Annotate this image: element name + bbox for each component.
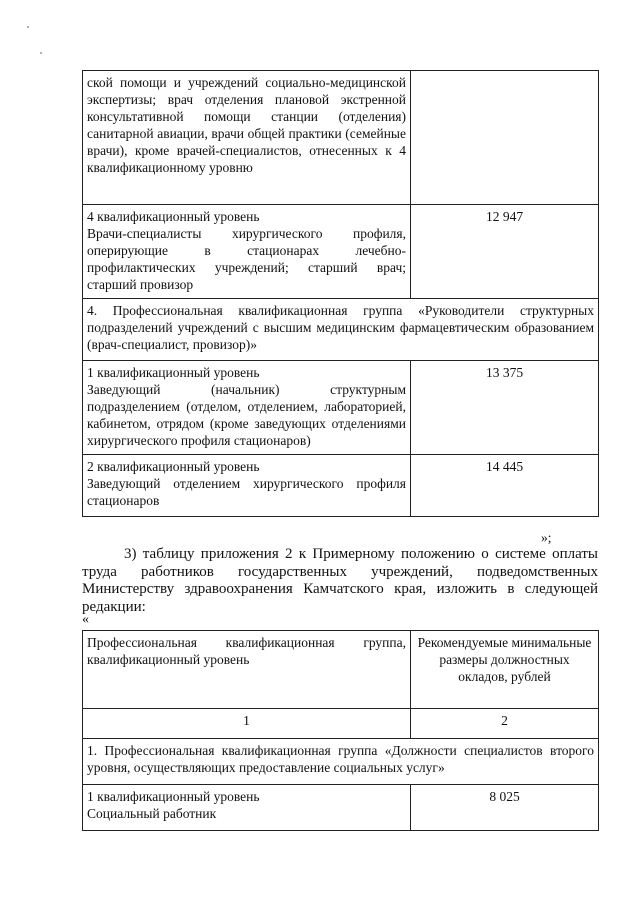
column-number: 1 — [83, 709, 411, 739]
column-header-salary: Рекомендуемые минимальные размеры должностных окладов, рублей — [411, 631, 599, 709]
scan-speck — [40, 52, 42, 54]
salary-table-continued — [82, 70, 599, 517]
position-cell: 1 квалификационный уровень Социальный работник — [83, 785, 411, 831]
table-row — [83, 785, 599, 831]
salary-cell — [411, 71, 599, 205]
table-row — [83, 71, 599, 205]
salary-cell: 12 947 — [411, 205, 599, 299]
closing-quote: »; — [541, 530, 552, 545]
table-row — [83, 299, 599, 361]
column-header-group: Профессиональная квалификационная группа, квалификационный уровень — [83, 631, 411, 709]
scan-speck — [27, 26, 29, 28]
group-heading-cell: 4. Профессиональная квалификационная группа «Руководители структурных подразделений учреждений с высшим медицинским фармацевтическим образованием (врач-специалист, провизор)» — [83, 299, 599, 361]
position-cell: 1 квалификационный уровень Заведующий (начальник) структурным подразделением (отделом, отделением, лабораторией, кабинетом, отрядом (кроме заведующих отделениями хирургического профиля стационаров) — [83, 361, 411, 455]
amendment-paragraph: 3) таблицу приложения 2 к Примерному положению о системе оплаты труда работников государственных учреждений, подведомственных Министерству здравоохранения Камчатского края, изложить в следующей редакции: — [82, 546, 598, 615]
salary-table-appendix-2 — [82, 630, 599, 831]
column-number-row — [83, 709, 599, 739]
position-cell: 4 квалификационный уровень Врачи-специалисты хирургического профиля, оперирующие в стационарах лечебно-профилактических учреждений; старший врач; старший провизор — [83, 205, 411, 299]
group-heading-cell: 1. Профессиональная квалификационная группа «Должности специалистов второго уровня, осуществляющих предоставление социальных услуг» — [83, 739, 599, 785]
salary-cell: 13 375 — [411, 361, 599, 455]
table-row — [83, 205, 599, 299]
salary-cell: 8 025 — [411, 785, 599, 831]
opening-quote: « — [82, 612, 89, 627]
table-header-row — [83, 631, 599, 709]
position-cell: ской помощи и учреждений социально-медицинской экспертизы; врач отделения плановой экстренной консультативной помощи станции (отделения) санитарной авиации, врачи общей практики (семейные врачи), кроме врачей-специалистов, отнесенных к 4 квалификационному уровню — [83, 71, 411, 205]
table-row — [83, 739, 599, 785]
column-number: 2 — [411, 709, 599, 739]
table-row — [83, 455, 599, 517]
salary-cell: 14 445 — [411, 455, 599, 517]
position-cell: 2 квалификационный уровень Заведующий отделением хирургического профиля стационаров — [83, 455, 411, 517]
table-row — [83, 361, 599, 455]
